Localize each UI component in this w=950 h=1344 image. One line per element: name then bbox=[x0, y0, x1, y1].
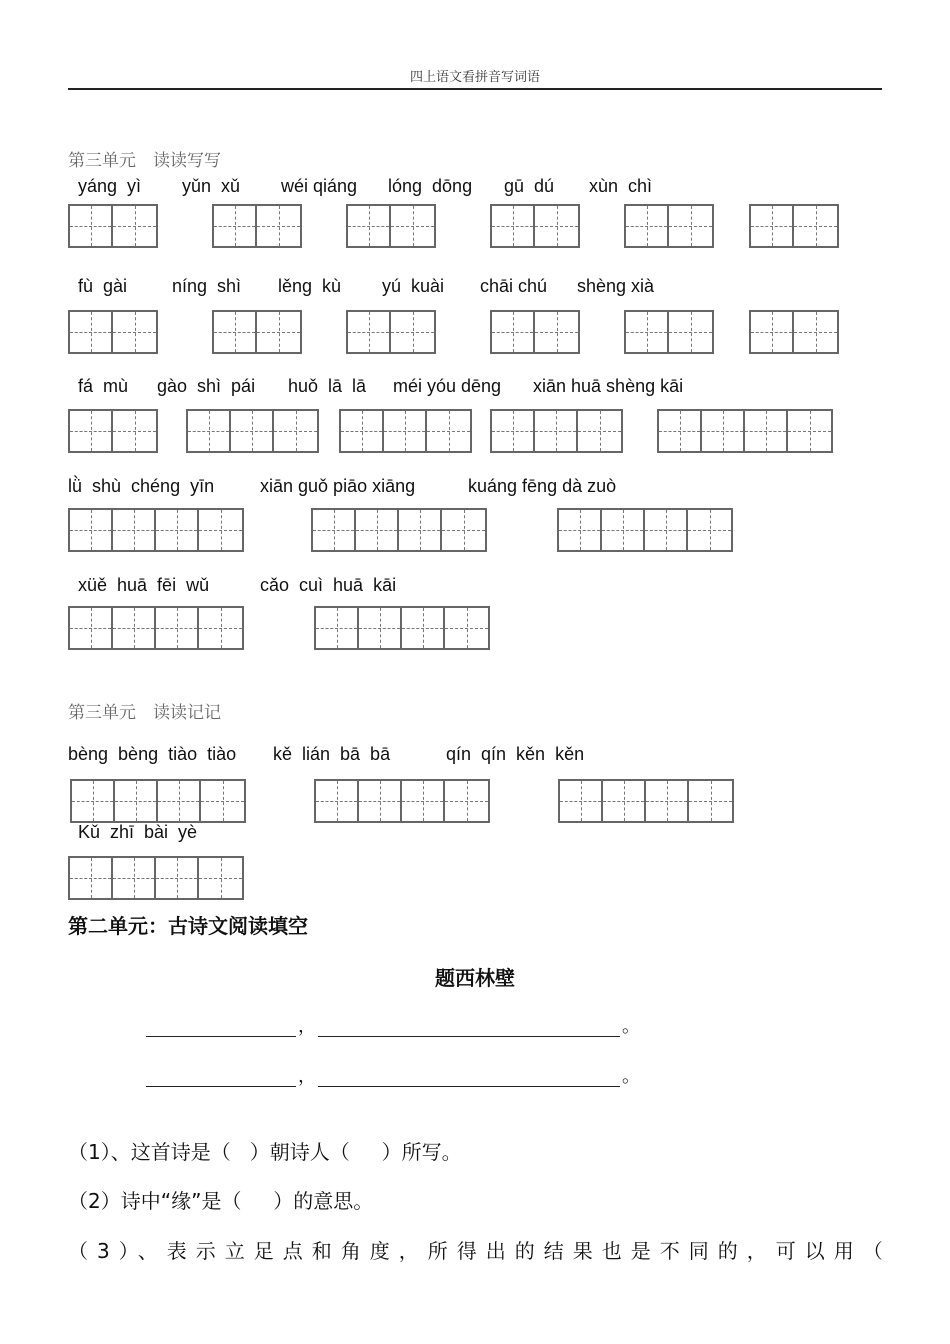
poem-line-2 bbox=[146, 1066, 646, 1088]
question-2: （2）诗中“缘”是（ ）的意思。 bbox=[68, 1189, 374, 1213]
grid-cell[interactable] bbox=[188, 411, 231, 451]
grid-cell[interactable] bbox=[391, 206, 434, 246]
writing-grid[interactable] bbox=[624, 204, 714, 248]
grid-cell[interactable] bbox=[399, 510, 442, 550]
grid-cell[interactable] bbox=[669, 206, 712, 246]
grid-cell[interactable] bbox=[231, 411, 274, 451]
section-title-read-remember: 第三单元 读读记记 bbox=[68, 703, 221, 723]
writing-grid[interactable] bbox=[557, 508, 733, 552]
grid-cell[interactable] bbox=[626, 312, 669, 352]
comma: ， bbox=[298, 1016, 316, 1037]
pinyin-label: yáng yì bbox=[78, 176, 142, 196]
grid-cell[interactable] bbox=[356, 510, 399, 550]
writing-grid[interactable] bbox=[212, 310, 302, 354]
writing-grid[interactable] bbox=[212, 204, 302, 248]
grid-cell[interactable] bbox=[645, 510, 688, 550]
section-title-read-write: 第三单元 读读写写 bbox=[68, 151, 221, 171]
grid-cell[interactable] bbox=[156, 858, 199, 898]
grid-cell[interactable] bbox=[316, 781, 359, 821]
pinyin-label: méi yóu dēng bbox=[393, 376, 502, 396]
pinyin-label: cǎo cuì huā kāi bbox=[260, 575, 397, 595]
grid-cell[interactable] bbox=[602, 510, 645, 550]
grid-cell[interactable] bbox=[402, 781, 445, 821]
grid-cell[interactable] bbox=[359, 781, 402, 821]
grid-cell[interactable] bbox=[492, 206, 535, 246]
grid-cell[interactable] bbox=[113, 858, 156, 898]
grid-cell[interactable] bbox=[702, 411, 745, 451]
grid-cell[interactable] bbox=[788, 411, 831, 451]
pinyin-label: yú kuài bbox=[382, 276, 445, 296]
grid-cell[interactable] bbox=[689, 781, 732, 821]
grid-cell[interactable] bbox=[72, 781, 115, 821]
writing-grid[interactable] bbox=[624, 310, 714, 354]
pinyin-label: lěng kù bbox=[278, 276, 342, 296]
grid-cell[interactable] bbox=[313, 510, 356, 550]
pinyin-label: fá mù bbox=[78, 376, 129, 396]
grid-cell[interactable] bbox=[492, 411, 535, 451]
grid-cell[interactable] bbox=[70, 312, 113, 352]
grid-cell[interactable] bbox=[113, 206, 156, 246]
writing-grid[interactable] bbox=[346, 310, 436, 354]
grid-cell[interactable] bbox=[70, 411, 113, 451]
grid-cell[interactable] bbox=[341, 411, 384, 451]
grid-cell[interactable] bbox=[156, 510, 199, 550]
writing-grid[interactable] bbox=[490, 409, 623, 453]
grid-cell[interactable] bbox=[70, 206, 113, 246]
writing-grid[interactable] bbox=[311, 508, 487, 552]
pinyin-label: xiān huā shèng kāi bbox=[533, 376, 684, 396]
pinyin-label: níng shì bbox=[172, 276, 242, 296]
writing-grid[interactable] bbox=[749, 204, 839, 248]
grid-cell[interactable] bbox=[359, 608, 402, 648]
grid-cell[interactable] bbox=[316, 608, 359, 648]
grid-cell[interactable] bbox=[751, 206, 794, 246]
grid-cell[interactable] bbox=[199, 608, 242, 648]
pinyin-label: bèng bèng tiào tiào bbox=[68, 744, 237, 764]
period: 。 bbox=[622, 1066, 640, 1087]
writing-grid[interactable] bbox=[490, 204, 580, 248]
grid-cell[interactable] bbox=[669, 312, 712, 352]
grid-cell[interactable] bbox=[199, 858, 242, 898]
grid-cell[interactable] bbox=[603, 781, 646, 821]
grid-cell[interactable] bbox=[688, 510, 731, 550]
grid-cell[interactable] bbox=[751, 312, 794, 352]
writing-grid[interactable] bbox=[490, 310, 580, 354]
writing-grid[interactable] bbox=[68, 606, 244, 650]
grid-cell[interactable] bbox=[274, 411, 317, 451]
grid-cell[interactable] bbox=[70, 510, 113, 550]
comma: ， bbox=[298, 1066, 316, 1087]
pinyin-label: shèng xià bbox=[577, 276, 655, 296]
grid-cell[interactable] bbox=[535, 411, 578, 451]
pinyin-label: yǔn xǔ bbox=[182, 176, 241, 196]
grid-cell[interactable] bbox=[113, 608, 156, 648]
writing-grid[interactable] bbox=[70, 779, 246, 823]
grid-cell[interactable] bbox=[348, 312, 391, 352]
question-1: （1）、这首诗是（ ）朝诗人（ ）所写。 bbox=[68, 1140, 462, 1164]
grid-cell[interactable] bbox=[257, 312, 300, 352]
page-header-title: 四上语文看拼音写词语 bbox=[409, 70, 540, 85]
pinyin-label: chāi chú bbox=[480, 276, 548, 296]
grid-cell[interactable] bbox=[214, 206, 257, 246]
period: 。 bbox=[622, 1016, 640, 1037]
pinyin-label: xüě huā fēi wǔ bbox=[78, 575, 210, 595]
grid-cell[interactable] bbox=[257, 206, 300, 246]
grid-cell[interactable] bbox=[578, 411, 621, 451]
pinyin-label: xiān guǒ piāo xiāng bbox=[260, 476, 416, 496]
writing-grid[interactable] bbox=[68, 409, 158, 453]
writing-grid[interactable] bbox=[657, 409, 833, 453]
poem-title: 题西林壁 bbox=[435, 966, 515, 990]
blank-field[interactable] bbox=[146, 1066, 296, 1087]
grid-cell[interactable] bbox=[559, 510, 602, 550]
grid-cell[interactable] bbox=[626, 206, 669, 246]
writing-grid[interactable] bbox=[186, 409, 319, 453]
grid-cell[interactable] bbox=[445, 781, 488, 821]
grid-cell[interactable] bbox=[402, 608, 445, 648]
grid-cell[interactable] bbox=[794, 206, 837, 246]
grid-cell[interactable] bbox=[214, 312, 257, 352]
grid-cell[interactable] bbox=[794, 312, 837, 352]
poem-section-heading: 第二单元：古诗文阅读填空 bbox=[68, 914, 308, 938]
writing-grid[interactable] bbox=[339, 409, 472, 453]
grid-cell[interactable] bbox=[535, 206, 578, 246]
grid-cell[interactable] bbox=[113, 312, 156, 352]
grid-cell[interactable] bbox=[391, 312, 434, 352]
writing-grid[interactable] bbox=[314, 779, 490, 823]
grid-cell[interactable] bbox=[442, 510, 485, 550]
pinyin-label: fù gài bbox=[78, 276, 128, 296]
grid-cell[interactable] bbox=[445, 608, 488, 648]
grid-cell[interactable] bbox=[348, 206, 391, 246]
grid-cell[interactable] bbox=[535, 312, 578, 352]
grid-cell[interactable] bbox=[199, 510, 242, 550]
pinyin-label: wéi qiáng bbox=[281, 176, 358, 196]
writing-grid[interactable] bbox=[68, 310, 158, 354]
pinyin-label: lǜ shù chéng yīn bbox=[68, 476, 215, 496]
grid-cell[interactable] bbox=[427, 411, 470, 451]
question-3: （3）、表示立足点和角度，所得出的结果也是不同的，可以用（ bbox=[68, 1239, 892, 1263]
grid-cell[interactable] bbox=[492, 312, 535, 352]
page-header bbox=[68, 66, 882, 90]
grid-cell[interactable] bbox=[113, 411, 156, 451]
grid-cell[interactable] bbox=[560, 781, 603, 821]
grid-cell[interactable] bbox=[201, 781, 244, 821]
grid-cell[interactable] bbox=[156, 608, 199, 648]
grid-cell[interactable] bbox=[115, 781, 158, 821]
pinyin-label: lóng dōng bbox=[388, 176, 473, 196]
poem-line-1 bbox=[146, 1016, 646, 1038]
writing-grid[interactable] bbox=[749, 310, 839, 354]
blank-field[interactable] bbox=[318, 1016, 620, 1037]
pinyin-label: kě lián bā bā bbox=[273, 744, 391, 764]
writing-grid[interactable] bbox=[558, 779, 734, 823]
blank-field[interactable] bbox=[146, 1016, 296, 1037]
grid-cell[interactable] bbox=[113, 510, 156, 550]
pinyin-label: xùn chì bbox=[589, 176, 653, 196]
pinyin-label: kuáng fēng dà zuò bbox=[468, 476, 617, 496]
writing-grid[interactable] bbox=[68, 508, 244, 552]
pinyin-label: gū dú bbox=[504, 176, 555, 196]
writing-grid[interactable] bbox=[68, 204, 158, 248]
pinyin-label: Kǔ zhī bài yè bbox=[78, 822, 198, 842]
pinyin-label: qín qín kěn kěn bbox=[446, 744, 585, 764]
grid-cell[interactable] bbox=[158, 781, 201, 821]
grid-cell[interactable] bbox=[745, 411, 788, 451]
grid-cell[interactable] bbox=[70, 608, 113, 648]
grid-cell[interactable] bbox=[659, 411, 702, 451]
blank-field[interactable] bbox=[318, 1066, 620, 1087]
writing-grid[interactable] bbox=[68, 856, 244, 900]
pinyin-label: huǒ lā lā bbox=[288, 376, 367, 396]
writing-grid[interactable] bbox=[314, 606, 490, 650]
writing-grid[interactable] bbox=[346, 204, 436, 248]
grid-cell[interactable] bbox=[646, 781, 689, 821]
grid-cell[interactable] bbox=[70, 858, 113, 898]
pinyin-label: gào shì pái bbox=[157, 376, 256, 396]
grid-cell[interactable] bbox=[384, 411, 427, 451]
